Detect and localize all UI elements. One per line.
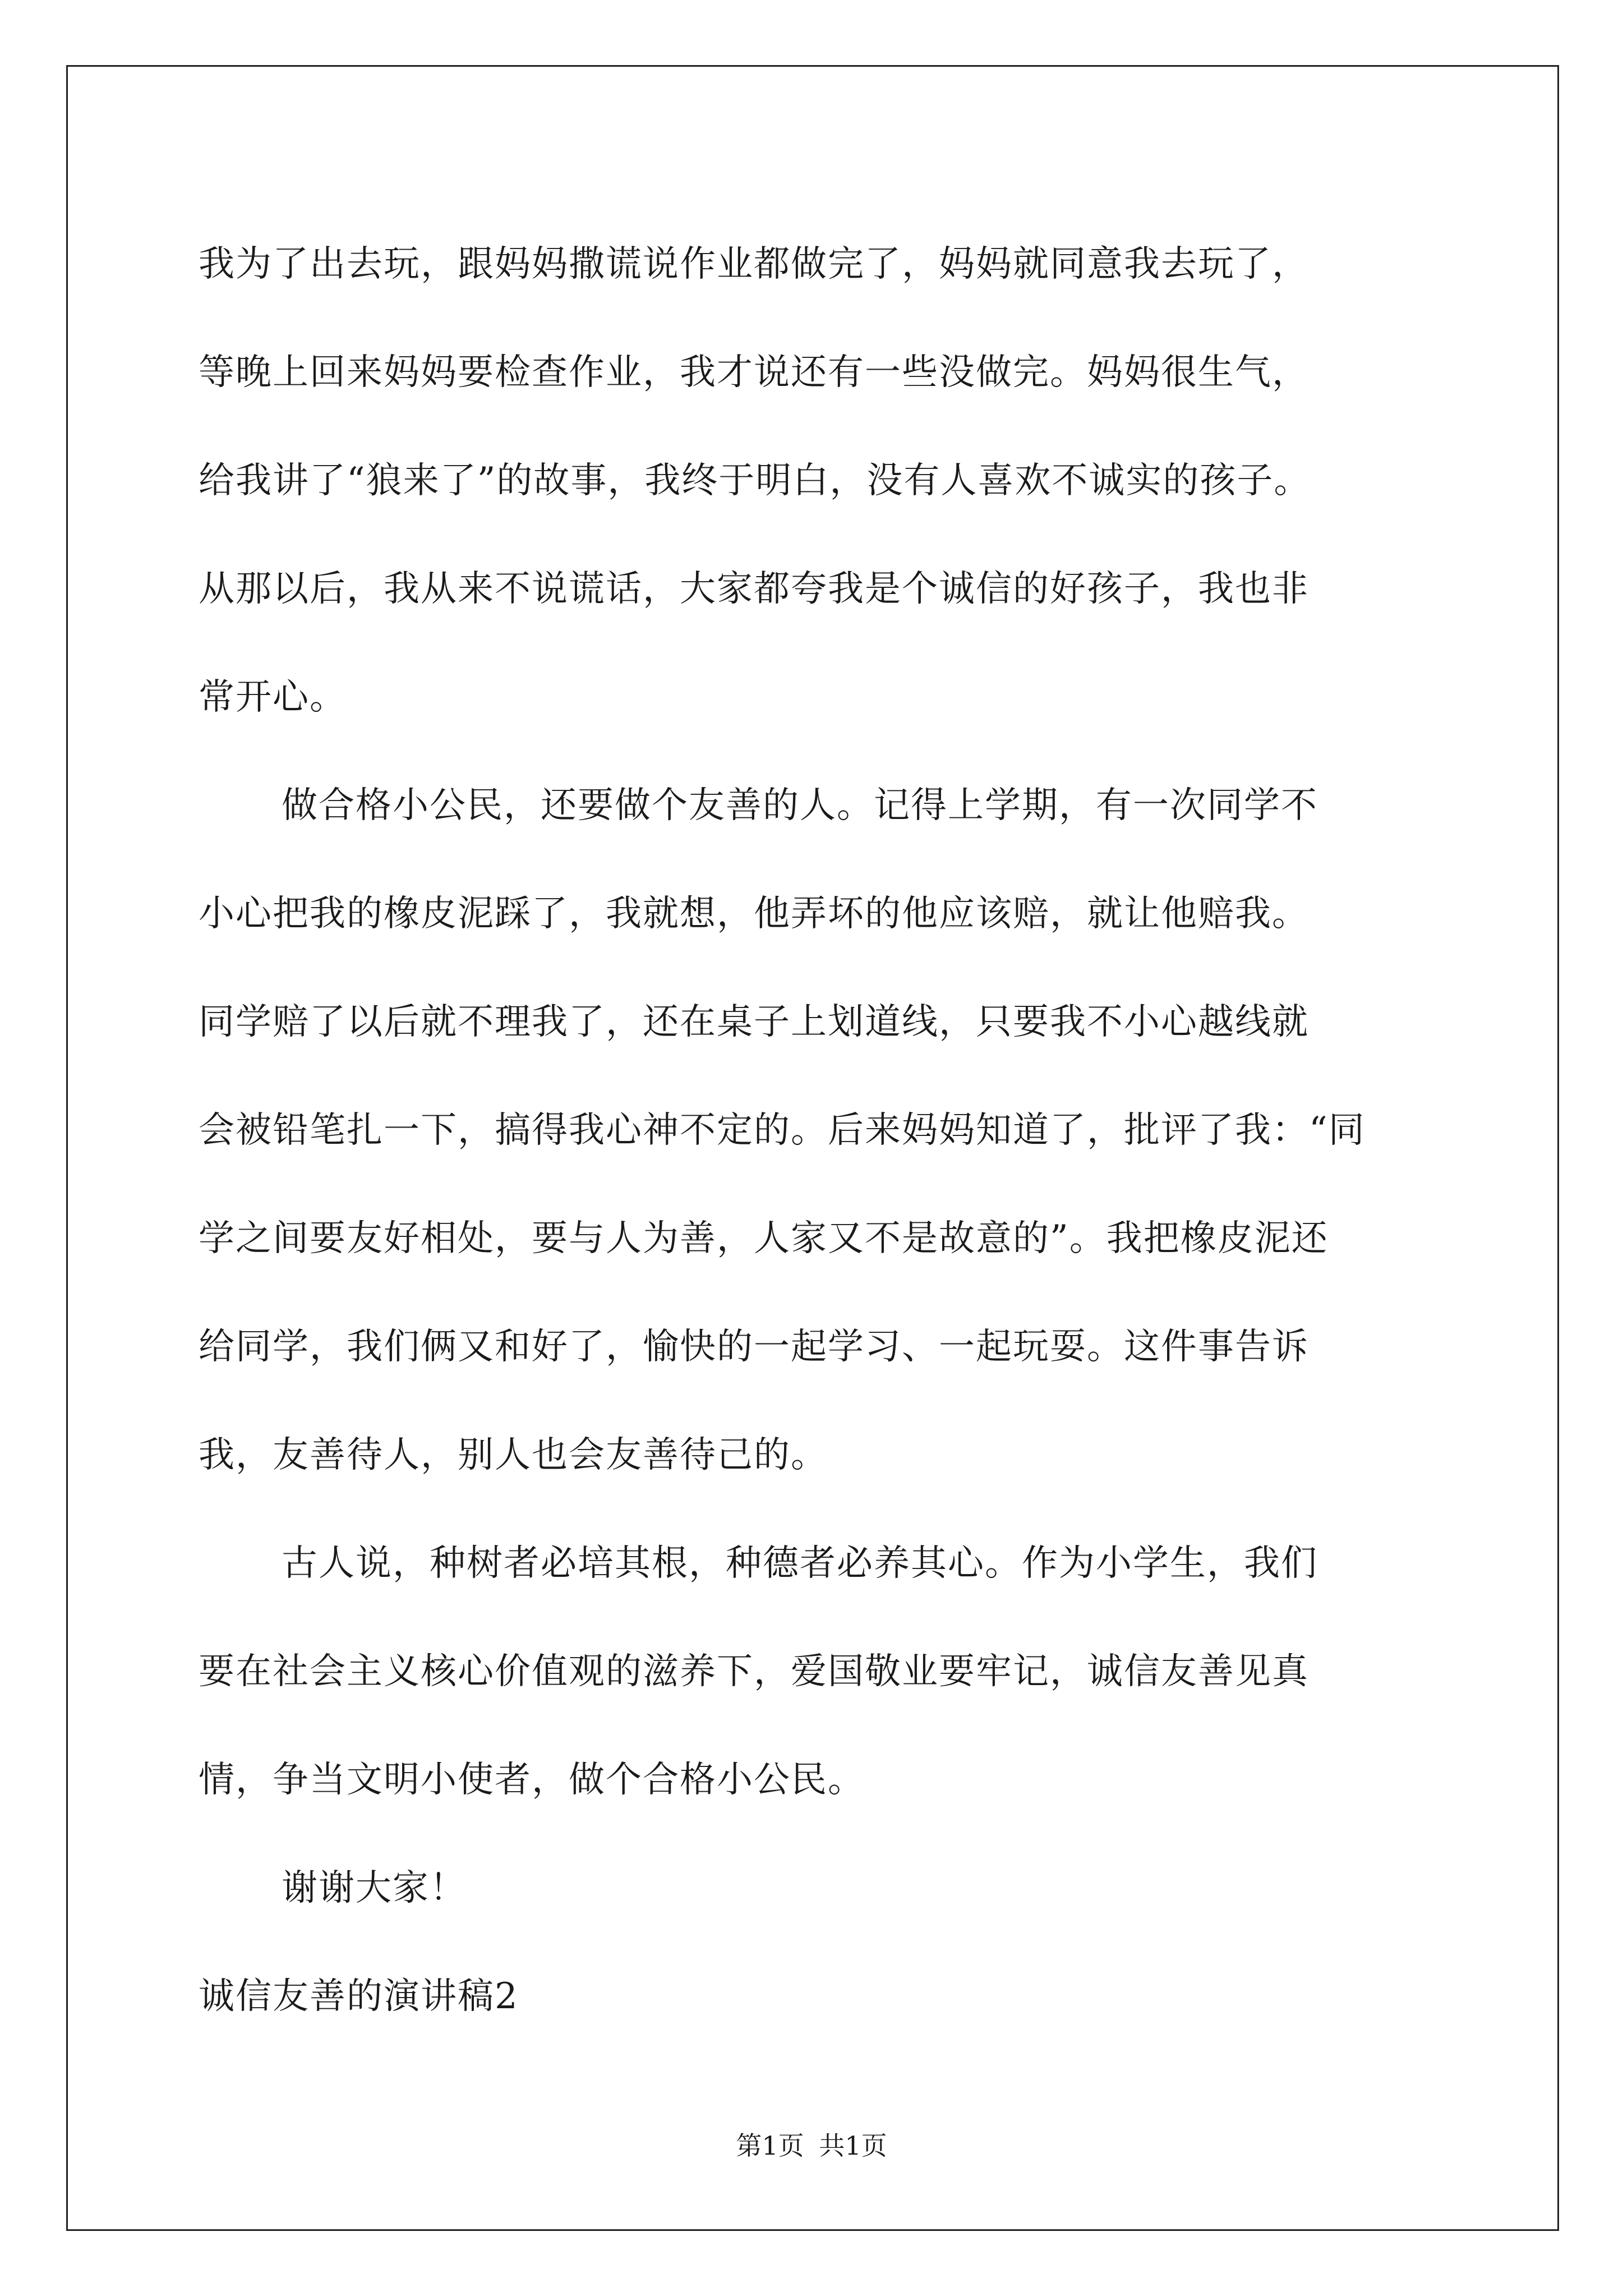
text-line: 等晚上回来妈妈要检查作业，我才说还有一些没做完。妈妈很生气， <box>199 352 1309 393</box>
text-line: 给我讲了“狼来了”的故事，我终于明白，没有人喜欢不诚实的孩子。 <box>199 460 1311 501</box>
closing-thanks: 谢谢大家！ <box>282 1867 467 1909</box>
text-line: 要在社会主义核心价值观的滋养下，爱国敬业要牢记，诚信友善见真 <box>199 1651 1309 1692</box>
text-line: 从那以后，我从来不说谎话，大家都夸我是个诚信的好孩子，我也非 <box>199 568 1309 610</box>
text-line: 学之间要友好相处，要与人为善，人家又不是故意的”。我把橡皮泥还 <box>199 1218 1329 1259</box>
page-number: 第1页 <box>736 2131 804 2161</box>
text-line: 我，友善待人，别人也会友善待己的。 <box>199 1434 828 1476</box>
paragraph-first-line: 古人说，种树者必培其根，种德者必养其心。作为小学生，我们 <box>282 1543 1318 1584</box>
text-line: 小心把我的橡皮泥踩了，我就想，他弄坏的他应该赔，就让他赔我。 <box>199 893 1309 935</box>
page-footer <box>0 2129 1623 2162</box>
paragraph-first-line: 做合格小公民，还要做个友善的人。记得上学期，有一次同学不 <box>282 785 1318 826</box>
text-line: 常开心。 <box>199 677 347 718</box>
text-line: 会被铅笔扎一下，搞得我心神不定的。后来妈妈知道了，批评了我：“同 <box>199 1110 1366 1151</box>
text-line: 给同学，我们俩又和好了，愉快的一起学习、一起玩耍。这件事告诉 <box>199 1326 1309 1368</box>
section-heading: 诚信友善的演讲稿2 <box>199 1976 519 2017</box>
document-body <box>199 210 1488 2051</box>
text-line: 同学赔了以后就不理我了，还在桌子上划道线，只要我不小心越线就 <box>199 1001 1309 1043</box>
text-line: 我为了出去玩，跟妈妈撒谎说作业都做完了，妈妈就同意我去玩了， <box>199 243 1309 285</box>
page-total: 共1页 <box>819 2131 887 2161</box>
text-line: 情，争当文明小使者，做个合格小公民。 <box>199 1759 865 1801</box>
